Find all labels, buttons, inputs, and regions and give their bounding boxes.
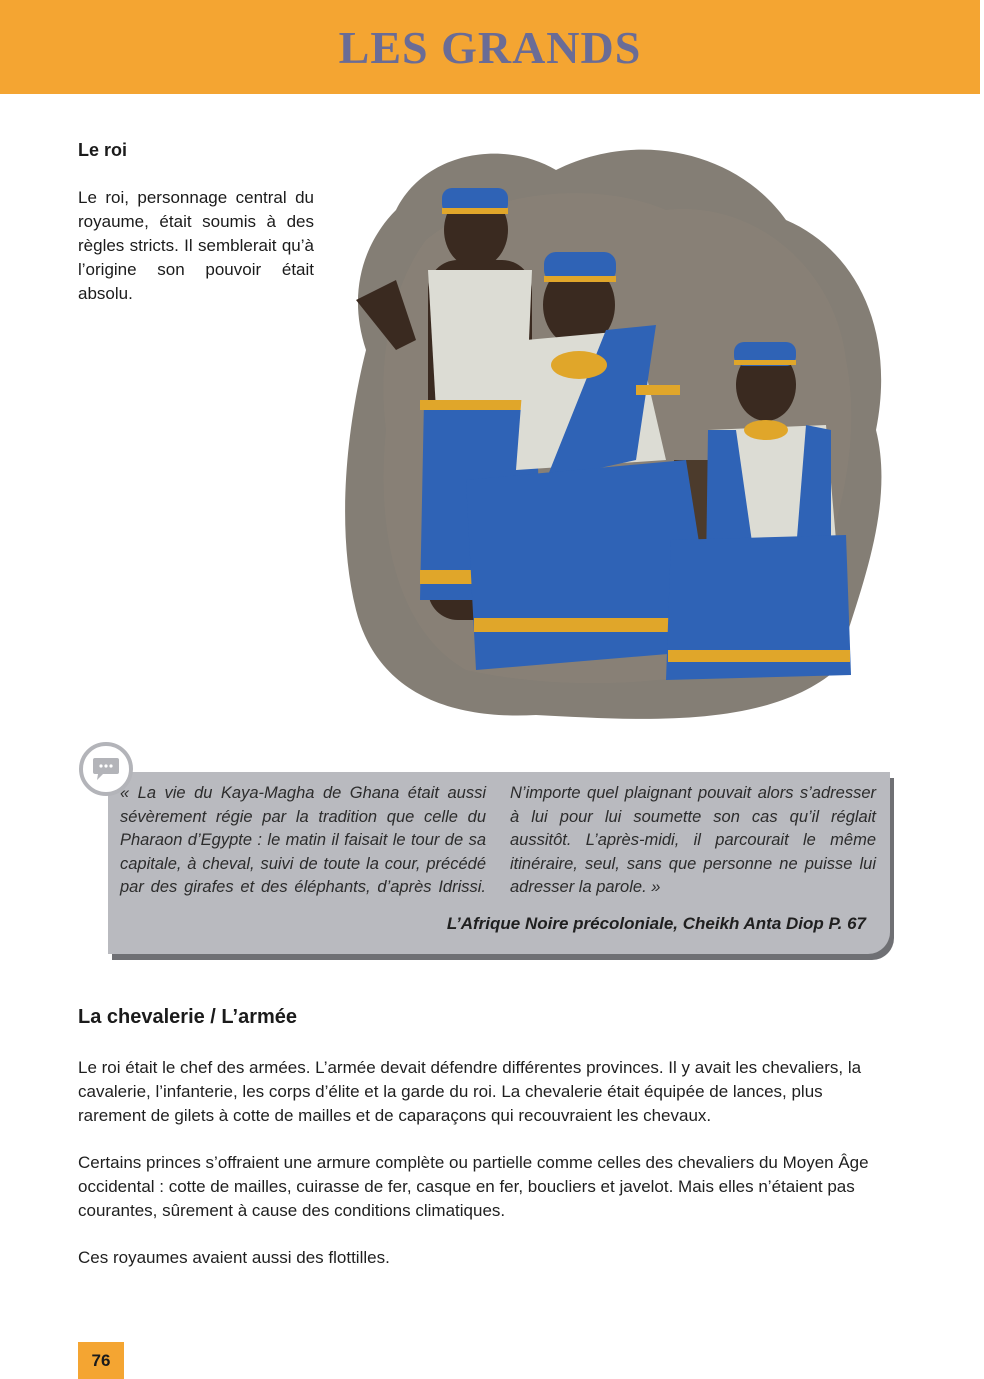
section-heading-king: Le roi (78, 140, 128, 160)
quote-source: L’Afrique Noire précoloniale, Cheikh Anta Diop P. 67 (446, 914, 866, 933)
section-heading-army: La chevalerie / L’armée (78, 1006, 298, 1028)
royal-figures-illustration (336, 130, 896, 730)
header-bar (0, 0, 980, 94)
army-paragraph-2: Certains princes s’offraient une armure complète ou partielle comme celles des chevaliers du Moyen Âge occidental : cotte de mailles, cuirasse de fer, casque en fer, boucliers et javelot. Mais elles n’étaient pas courantes, sûrement à cause des conditions climatiques. (78, 1153, 869, 1220)
army-paragraph-3: Ces royaumes avaient aussi des flottilles. (78, 1248, 390, 1267)
quote-text: « La vie du Kaya-Magha de Ghana était aussi sévèrement régie par la tradition que celle du Pharaon d’Egypte : le matin il faisait le tour de sa capitale, à cheval, suivi de toute la cour, précédé par des girafes et des éléphants, d’après Idrissi. N’importe quel plaignant pouvait alors s’adresser à lui pour lui soumette son cas qu’il réglait aussitôt. L’après-midi, il parcourait le même itinéraire, seul, sans que personne ne puisse lui adresser la parole. » (120, 784, 876, 897)
page-number: 76 (78, 1342, 124, 1379)
page-title: LES GRANDS (338, 21, 642, 73)
king-intro-text: Le roi, personnage central du royaume, était soumis à des règles stricts. Il semblerait qu’à l’origine son pouvoir était absolu. (78, 188, 314, 303)
army-paragraph-1: Le roi était le chef des armées. L’armée devait défendre différentes provinces. Il y avait les chevaliers, la cavalerie, l’infanterie, les corps d’élite et la garde du roi. La chevalerie était équipée de lances, plus rarement de gilets à cotte de mailles et de caparaçons qui recouvraient les chevaux. (78, 1058, 862, 1125)
